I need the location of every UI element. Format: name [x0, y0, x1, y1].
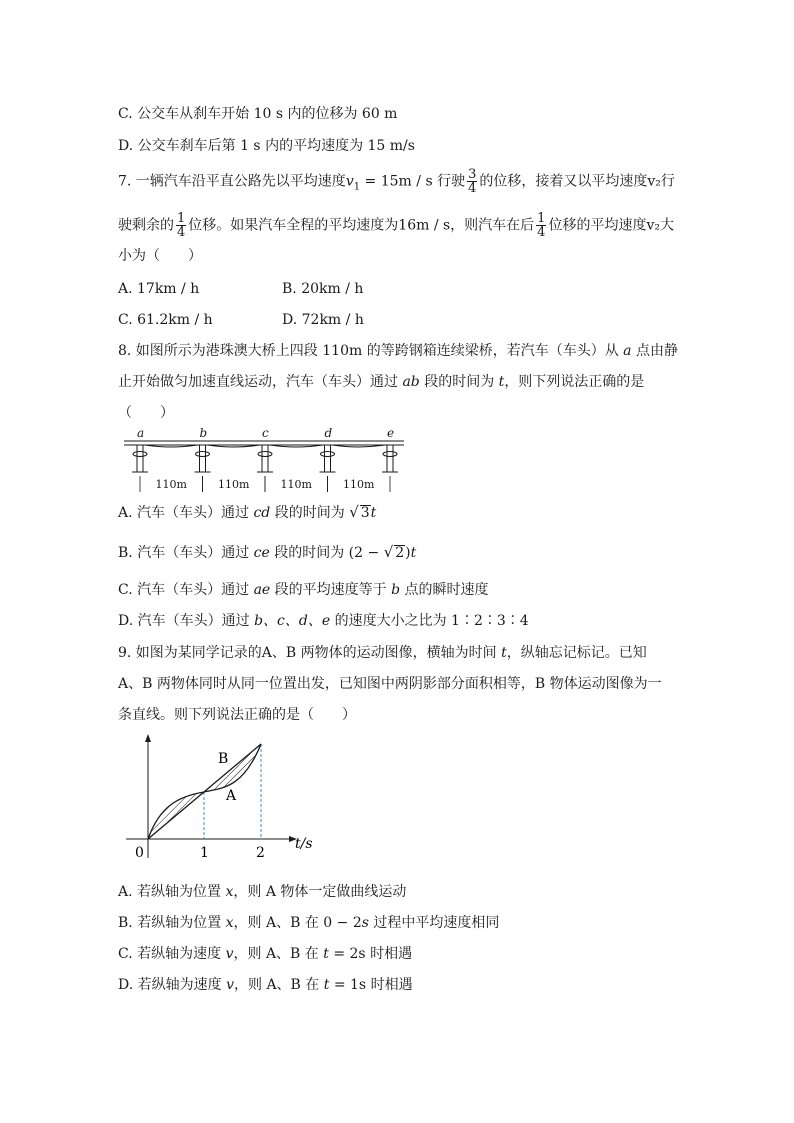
q9-option-c [118, 944, 412, 964]
tick-label-1: 1 [200, 845, 209, 861]
q7-v1: v [345, 173, 354, 190]
q7-text: 的位移，接着又以平均速度v₂行 [479, 173, 675, 190]
q9-text: ，则 A、B 在 [234, 977, 324, 993]
q9-text: ，则 A 物体一定做曲线运动 [233, 884, 407, 900]
label-a: A [226, 788, 237, 804]
q8-var-a: a [623, 343, 632, 359]
q7-fraction-1-4: $\frac{1}{4}$ [177, 211, 186, 240]
bridge-piers [132, 445, 398, 472]
span-length-label: 110m [280, 478, 312, 491]
bridge-pier [195, 445, 211, 472]
q9-stem-line2: A、B 两物体同时从同一位置出发，已知图中两阴影部分面积相等，B 物体运动图像为一 [118, 676, 662, 692]
q9-var-t: t [323, 977, 330, 993]
q7-text: 位移。如果汽车全程的平均速度为16m / s，则汽车在后 [188, 217, 535, 234]
q7-fraction-3-4: $\frac{3}{4}$ [468, 167, 477, 196]
label-b: B [218, 751, 229, 767]
q7-text: = 15m / s 行驶 [360, 173, 466, 190]
q8-stem-line1 [118, 341, 678, 361]
bridge-pier [382, 445, 398, 472]
q9-text: ，则 A、B 在 [233, 946, 324, 962]
q9-option-a [118, 882, 406, 902]
q9-text: D. 若纵轴为速度 [118, 977, 227, 993]
q8-text: 的速度大小之比为 1∶2∶3∶4 [330, 613, 529, 629]
span-length-label: 110m [343, 478, 375, 491]
q8-text: 段的时间为 [270, 505, 350, 521]
q9-text: 过程中平均速度相同 [368, 915, 500, 931]
x-axis-label: t/s [295, 836, 313, 852]
q8-var-ae: ae [253, 582, 271, 598]
bridge-point-label: d [324, 426, 333, 440]
y-axis-arrow [145, 734, 151, 742]
span-length-label: 110m [155, 478, 187, 491]
q8-text: 点的瞬时速度 [400, 582, 489, 598]
q7-option-a: A. 17km / h [118, 281, 200, 297]
q8-text: 止开始做匀加速直线运动，汽车（车头）通过 [118, 374, 403, 390]
q9-var-v: v [226, 977, 234, 993]
q8-text: B. 汽车（车头）通过 [118, 545, 254, 561]
q8-option-c [118, 580, 489, 600]
q8-text: 点由静 [631, 343, 678, 359]
span-length-label: 110m [218, 478, 250, 491]
q9-var-x: x [225, 884, 234, 900]
q9-var-t: t [501, 645, 507, 661]
q8-var-ce: ce [253, 545, 270, 561]
q8-var-b: b [391, 582, 401, 598]
q8-option-d [118, 611, 529, 631]
bridge-point-labels [137, 426, 394, 440]
q8-stem-line3: （ ） [118, 405, 174, 421]
bridge-point-label: e [387, 426, 395, 440]
q6-option-c: C. 公交车从刹车开始 10 s 内的位移为 60 m [118, 106, 398, 122]
tick-label-2: 2 [256, 845, 265, 861]
q7-option-d: D. 72km / h [282, 312, 364, 328]
q9-text: 9. 如图为某同学记录的A、B 两物体的运动图像，横轴为时间 [118, 645, 502, 661]
q9-var-s: s [361, 915, 369, 931]
q7-text: 7. 一辆汽车沿平直公路先以平均速度 [118, 173, 346, 190]
q8-text: ，则下列说法正确的是 [504, 374, 645, 390]
q9-var-x: x [225, 915, 234, 931]
q8-option-a [118, 502, 376, 523]
q7-stem-line3: 小为（ ） [118, 248, 202, 264]
q9-text: A. 若纵轴为位置 [118, 884, 226, 900]
bridge-pier [257, 445, 273, 472]
q8-text: 8. 如图所示为港珠澳大桥上四段 110m 的等跨钢箱连续梁桥，若汽车（车头）从 [118, 343, 624, 359]
q8-text: 段的平均速度等于 [270, 582, 392, 598]
bridge-point-label: c [262, 426, 269, 440]
bridge-point-label: a [137, 426, 145, 440]
origin-label: 0 [135, 845, 144, 861]
motion-graph-figure [118, 730, 318, 865]
q7-text: 驶剩余的 [118, 217, 174, 234]
q9-text: = 1s 时相遇 [329, 977, 413, 993]
q7-option-b: B. 20km / h [282, 281, 364, 297]
q8-var-ab: ab [402, 374, 420, 390]
q7-option-c: C. 61.2km / h [118, 312, 213, 328]
q9-text: = 2s 时相遇 [328, 946, 413, 962]
q8-option-b [118, 542, 416, 563]
bridge-deck [124, 441, 404, 445]
q9-stem-line3: 条直线。则下列说法正确的是（ ） [118, 707, 356, 723]
q8-text: 段的时间为 (2 − [269, 545, 384, 561]
q7-stem-line2 [118, 212, 674, 239]
q9-text: C. 若纵轴为速度 [118, 946, 226, 962]
q7-fraction-1-4: $\frac{1}{4}$ [537, 211, 546, 240]
q8-var-t: t [410, 545, 417, 561]
q7-v1-sub: 1 [353, 181, 361, 193]
sqrt-sign: √ [383, 543, 394, 561]
q9-var-t: t [323, 946, 329, 962]
q9-text: ，纵轴忘记标记。已知 [506, 645, 647, 661]
q7-text: 位移的平均速度v₂大 [548, 217, 674, 234]
q9-var-v: v [225, 946, 234, 962]
q7-stem-line1 [118, 168, 675, 197]
q6-option-d: D. 公交车刹车后第 1 s 内的平均速度为 15 m/s [118, 138, 415, 154]
q8-sqrt-3: 3 [360, 505, 370, 521]
q8-text: C. 汽车（车头）通过 [118, 582, 254, 598]
bridge-figure [118, 426, 408, 494]
q8-text: 段的时间为 [419, 374, 499, 390]
q9-stem-line1 [118, 643, 647, 663]
q8-stem-line2 [118, 372, 644, 392]
q8-var-t: t [498, 374, 505, 390]
q9-option-d [118, 975, 413, 995]
q9-option-b [118, 913, 499, 933]
sqrt-sign: √ [349, 503, 359, 521]
q8-var-t: t [370, 505, 377, 521]
q8-vars-bcde: b、c、d、e [254, 613, 331, 629]
q9-text: ，则 A、B 在 0 − 2 [233, 915, 362, 931]
q8-var-cd: cd [253, 505, 271, 521]
q9-text: B. 若纵轴为位置 [118, 915, 226, 931]
q8-text: D. 汽车（车头）通过 [118, 613, 255, 629]
q8-text: A. 汽车（车头）通过 [118, 505, 254, 521]
bridge-point-label: b [199, 426, 208, 440]
q8-sqrt-2: 2 [395, 545, 405, 561]
bridge-pier [320, 445, 336, 472]
bridge-pier [132, 445, 148, 472]
q8-text: ) [405, 545, 411, 561]
